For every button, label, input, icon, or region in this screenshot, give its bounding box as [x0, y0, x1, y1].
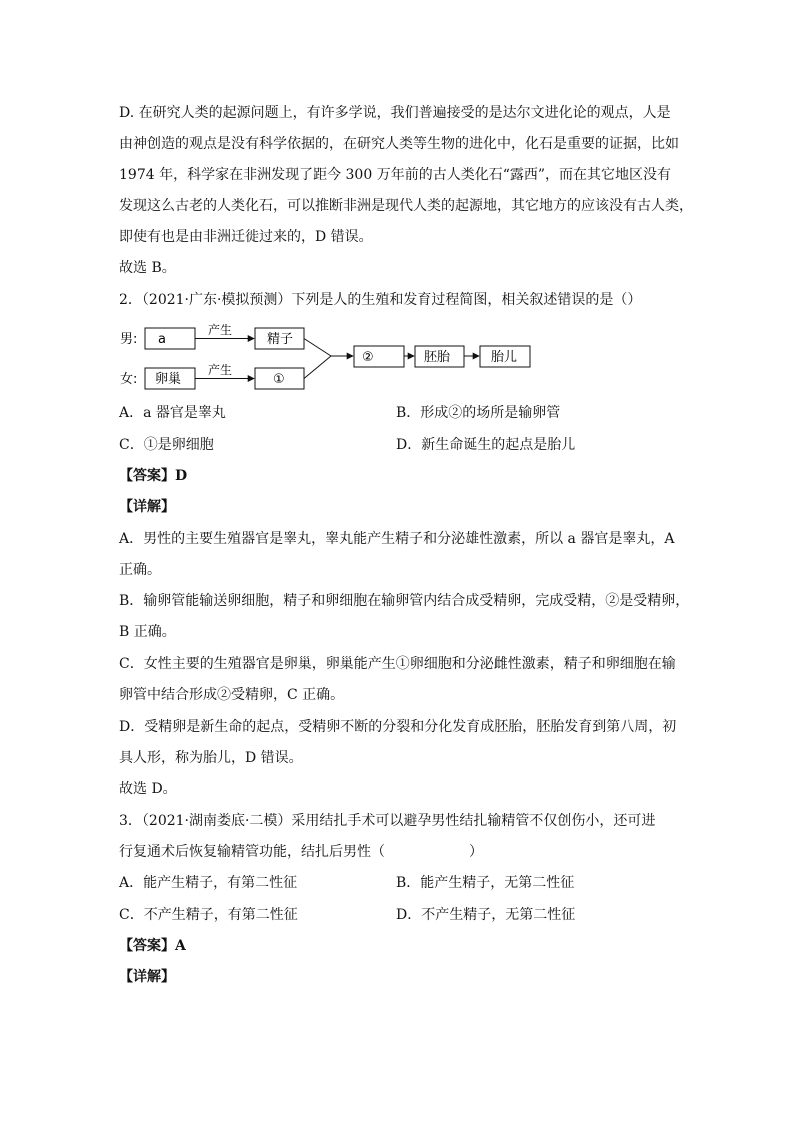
- q1-answer-choice: 故选 B。: [119, 260, 176, 276]
- q3-answer: 【答案】A: [119, 938, 186, 954]
- q3-detail-title: 【详解】: [119, 969, 175, 985]
- q3-option-b: B．能产生精子，无第二性征: [396, 875, 575, 891]
- q2-detail-title: 【详解】: [119, 499, 175, 515]
- q2-explanation-line-3: B．输卵管能输送卵细胞，精子和卵细胞在输卵管内结合成受精卵，完成受精，②是受精卵，: [119, 593, 690, 609]
- q2-explanation-line-2: 正确。: [119, 562, 161, 578]
- female-label: 女:: [120, 372, 138, 387]
- q2-explanation-line-8: 具人形，称为胎儿，D 错误。: [119, 750, 303, 766]
- reproduction-diagram: [118, 322, 548, 392]
- q2-option-b: B．形成②的场所是输卵管: [396, 405, 561, 421]
- q3-option-c: C．不产生精子，有第二性征: [119, 907, 298, 923]
- q3-option-a: A．能产生精子，有第二性征: [119, 875, 298, 891]
- q2-explanation-line-5: C．女性主要的生殖器官是卵巢，卵巢能产生①卵细胞和分泌雌性激素，精子和卵细胞在输: [119, 656, 676, 672]
- box-a-text: a: [158, 332, 166, 347]
- box-a: [145, 328, 195, 349]
- q1-explanation-line-5: 即使有也是由非洲迁徙过来的，D 错误。: [119, 229, 373, 245]
- q3-stem-line-1: 3．（2021·湖南娄底·二模）采用结扎手术可以避孕男性结扎输精管不仅创伤小，还可进: [119, 813, 656, 829]
- q2-stem: 2．（2021·广东·模拟预测）下列是人的生殖和发育过程简图，相关叙述错误的是（）: [119, 292, 642, 308]
- q3-option-d: D．不产生精子，无第二性征: [396, 907, 576, 923]
- box-sperm-text: 精子: [267, 332, 294, 347]
- q1-explanation-line-2: 由神创造的观点是没有科学依据的，在研究人类等生物的进化中，化石是重要的证据，比如: [119, 136, 679, 152]
- male-label: 男:: [120, 332, 138, 347]
- q2-option-a: A．a 器官是睾丸: [119, 405, 226, 421]
- box-2-text: ②: [362, 350, 374, 365]
- box-ovary-text: 卵巢: [155, 372, 182, 387]
- q2-explanation-line-6: 卵管中结合形成②受精卵，C 正确。: [119, 687, 345, 703]
- q2-option-c: C．①是卵细胞: [119, 437, 214, 453]
- box-1-text: ①: [273, 372, 285, 387]
- q2-answer: 【答案】D: [119, 468, 188, 484]
- box-embryo-text: 胚胎: [424, 350, 451, 365]
- merge-line-top: [304, 339, 331, 357]
- merge-line-bottom: [304, 356, 331, 379]
- arrow-label-bottom: 产生: [208, 363, 233, 377]
- q1-explanation-line-1: D. 在研究人类的起源问题上，有许多学说，我们普遍接受的是达尔文进化论的观点，人是: [119, 105, 671, 121]
- box-fetus-text: 胎儿: [491, 350, 518, 365]
- q2-explanation-line-1: A．男性的主要生殖器官是睾丸，睾丸能产生精子和分泌雄性激素，所以 a 器官是睾丸，A: [119, 531, 675, 547]
- q2-answer-choice: 故选 D。: [119, 781, 177, 797]
- q2-explanation-line-4: B 正确。: [119, 624, 176, 640]
- q1-explanation-line-4: 发现这么古老的人类化石，可以推断非洲是现代人类的起源地，其它地方的应该没有古人类，: [119, 198, 693, 214]
- q3-stem-line-2: 行复通术后恢复输精管功能，结扎后男性（ ）: [119, 844, 483, 860]
- arrow-label-top: 产生: [208, 323, 233, 337]
- q2-explanation-line-7: D．受精卵是新生命的起点，受精卵不断的分裂和分化发育成胚胎，胚胎发育到第八周，初: [119, 719, 677, 735]
- q1-explanation-line-3: 1974 年，科学家在非洲发现了距今 300 万年前的古人类化石“露西”，而在其它地区没有: [119, 167, 672, 183]
- q2-option-d: D．新生命诞生的起点是胎儿: [396, 437, 576, 453]
